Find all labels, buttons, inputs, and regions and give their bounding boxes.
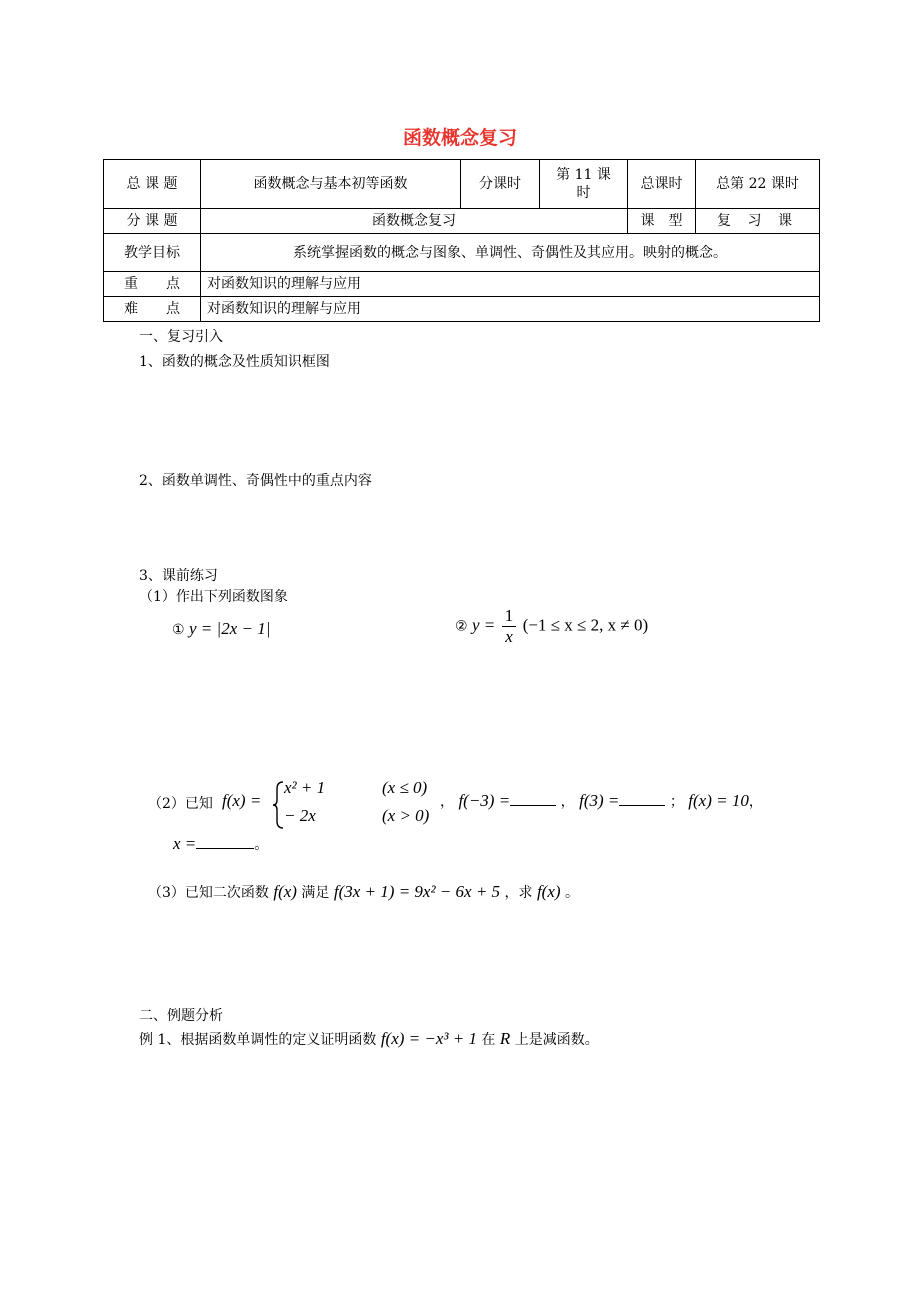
difficulty-value: 对函数知识的理解与应用 [201,297,820,322]
goal-value: 系统掌握函数的概念与图象、单调性、奇偶性及其应用。映射的概念。 [201,234,820,272]
q1-text: （1）作出下列函数图象 [139,589,288,605]
q2-ask3: f(x) = 10 [688,791,749,810]
item1-text: 1、函数的概念及性质知识框图 [139,354,330,370]
difficulty-label: 难 点 [104,297,201,322]
total-hours-label: 总课时 [628,160,696,209]
q2-piece2: − 2x [284,806,316,825]
q2-ask2: f(3) = [579,791,620,810]
q3-end: 。 [565,885,579,901]
q3-equation: f(3x + 1) = 9x² − 6x + 5 [333,882,501,901]
ex1-text1: 例 1、根据函数单调性的定义证明函数 [139,1032,377,1048]
q1b-numerator: 1 [502,606,517,627]
table-row [104,234,820,272]
table-row [104,272,820,297]
q1a-line [172,619,270,639]
q1b-domain: (−1 ≤ x ≤ 2, x ≠ 0) [522,615,649,635]
sub-topic-value: 函数概念复习 [201,209,628,234]
total-topic-value: 函数概念与基本初等函数 [201,160,461,209]
item2-text: 2、函数单调性、奇偶性中的重点内容 [139,473,372,489]
example1-line [139,1029,599,1049]
answer-blank[interactable] [619,791,665,806]
key-value: 对函数知识的理解与应用 [201,272,820,297]
ex1-text3: 上是减函数。 [514,1032,599,1048]
q2-ask1: f(−3) = [458,791,511,810]
q3-text2: 满足 [301,885,330,901]
q2-piece1: x² + 1 [284,778,326,797]
q3-line [148,882,579,902]
answer-blank[interactable] [196,834,254,849]
q2-cond1: (x ≤ 0) [382,778,428,797]
lesson-hours-label: 分课时 [461,160,540,209]
q3-fx: f(x) [273,882,297,901]
q1b-line [455,606,648,647]
q1a-marker: ① [172,622,185,638]
q1b-fraction [502,606,517,647]
q2-x: x = [173,834,197,853]
sub-topic-label: 分 课 题 [104,209,201,234]
lesson-info-table [103,159,820,322]
q2-x-line [173,834,268,854]
q1b-denominator: x [505,627,513,646]
total-topic-label: 总 课 题 [104,160,201,209]
q2-asks: ， f(−3) = ， f(3) = ； f(x) = 10， [440,791,763,810]
total-hours-value: 总第 22 课时 [696,160,820,209]
q2-prefix: （2）已知 [148,796,213,812]
ex1-text2: 在 [481,1032,496,1048]
q1a-formula: y = |2x − 1| [189,619,271,638]
q1b-lhs: y = [472,615,496,635]
q1b-marker: ② [455,618,468,635]
section1-heading: 一、复习引入 [139,329,223,345]
q3-text1: （3）已知二次函数 [148,885,269,901]
answer-blank[interactable] [510,791,556,806]
lesson-hours-value: 第 11 课时 [540,160,628,209]
q2-cond2: (x > 0) [382,806,430,825]
table-row [104,160,820,209]
type-value: 复 习 课 [696,209,820,234]
q2-fx: f(x) = [222,791,262,810]
section2-heading: 二、例题分析 [139,1008,223,1024]
ex1-formula: f(x) = −x³ + 1 [380,1029,477,1048]
type-label: 课 型 [628,209,696,234]
key-label: 重 点 [104,272,201,297]
page-title: 函数概念复习 [402,127,517,149]
ex1-R: R [499,1029,511,1048]
table-row [104,297,820,322]
goal-label: 教学目标 [104,234,201,272]
q3-text3: ，求 [504,885,533,901]
q3-fx2: f(x) [536,882,561,901]
item3-text: 3、课前练习 [139,568,218,584]
q2-end: 。 [254,837,269,853]
table-row [104,209,820,234]
